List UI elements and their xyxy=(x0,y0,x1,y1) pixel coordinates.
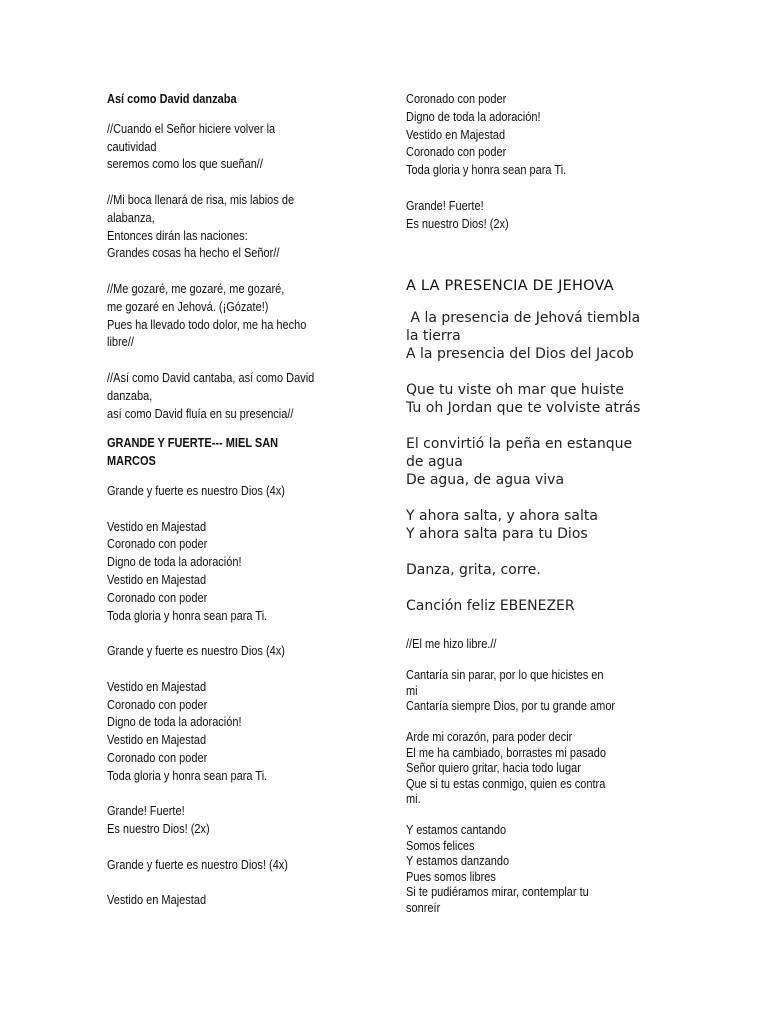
stanza xyxy=(107,679,338,786)
lyric-line: Grande y fuerte es nuestro Dios (4x) xyxy=(107,644,285,659)
lyric-line: Grande y fuerte es nuestro Dios! (4x) xyxy=(107,857,288,872)
lyric-line: A la presencia de Jehová tiembla xyxy=(406,310,641,326)
lyric-line: Cantaría siempre Dios, por tu grande amor xyxy=(406,699,616,713)
lyric-line: De agua, de agua viva xyxy=(406,472,565,488)
lyric-line: Vestido en Majestad xyxy=(107,893,207,908)
lyric-line: El me ha cambiado, borrastes mi pasado xyxy=(406,745,606,760)
lyric-line: Coronado con poder xyxy=(107,590,208,605)
lyric-line: la tierra xyxy=(406,328,461,344)
lyric-line: Coronado con poder xyxy=(107,537,208,552)
stanza xyxy=(406,597,706,615)
lyric-line: Digno de toda la adoración! xyxy=(406,109,541,124)
lyric-line: seremos como los que sueñan// xyxy=(107,157,263,172)
lyric-line: sonreír xyxy=(406,900,441,915)
lyric-line: Grandes cosas ha hecho el Señor// xyxy=(107,246,280,261)
stanza xyxy=(107,370,338,423)
stanza xyxy=(406,823,670,916)
stanza xyxy=(107,857,338,875)
lyric-line: //El me hizo libre.// xyxy=(406,637,497,651)
lyric-line: Y ahora salta, y ahora salta xyxy=(406,508,598,524)
stanza xyxy=(406,668,670,715)
stanza xyxy=(406,309,706,363)
stanza xyxy=(406,198,668,234)
stanza xyxy=(406,730,670,808)
lyric-line: cautividad xyxy=(107,139,157,154)
lyric-line: Cantaría sin parar, por lo que hicistes en xyxy=(406,668,604,682)
lyric-line: Grande y fuerte es nuestro Dios (4x) xyxy=(107,483,285,498)
lyric-line: danzaba, xyxy=(107,388,153,403)
lyric-line: Señor quiero gritar, hacia todo lugar xyxy=(406,761,581,775)
lyric-line: Digno de toda la adoración! xyxy=(107,555,242,570)
lyric-line: Tu oh Jordan que te volviste atrás xyxy=(406,400,641,416)
lyric-line: Grande! Fuerte! xyxy=(406,198,484,213)
lyric-line: Digno de toda la adoración! xyxy=(107,715,242,730)
lyric-line: me gozaré en Jehová. (¡Gózate!) xyxy=(107,299,269,314)
lyric-line: Es nuestro Dios! (2x) xyxy=(406,216,509,231)
lyric-line: Entonces dirán las naciones: xyxy=(107,228,248,243)
song-title: A LA PRESENCIA DE JEHOVA xyxy=(406,278,614,294)
lyric-line: Canción feliz EBENEZER xyxy=(406,598,575,614)
song-title: MARCOS xyxy=(107,454,156,469)
lyric-line: de agua xyxy=(406,454,463,470)
lyric-line: Danza, grita, corre. xyxy=(406,562,541,578)
lyric-line: Toda gloria y honra sean para Ti. xyxy=(406,163,567,178)
stanza xyxy=(406,381,706,417)
lyric-line: //Me gozaré, me gozaré, me gozaré, xyxy=(107,281,285,296)
lyric-line: así como David fluía en su presencia// xyxy=(107,406,294,421)
lyric-line: libre// xyxy=(107,335,134,350)
lyric-line: Pues somos libres xyxy=(406,869,496,884)
stanza xyxy=(107,483,338,501)
lyric-line: mi xyxy=(406,683,418,698)
lyric-line: Y estamos cantando xyxy=(406,823,507,837)
lyric-line: Grande! Fuerte! xyxy=(107,804,185,819)
song-title: Así como David danzaba xyxy=(107,92,237,106)
lyric-line: Que si tu estas conmigo, quien es contra xyxy=(406,776,606,791)
lyric-line: Pues ha llevado todo dolor, me ha hecho xyxy=(107,317,307,332)
stanza xyxy=(107,281,338,352)
lyric-line: Vestido en Majestad xyxy=(107,733,207,748)
lyric-line: Toda gloria y honra sean para Ti. xyxy=(107,768,268,783)
lyric-line: Y estamos danzando xyxy=(406,854,510,868)
song-title: GRANDE Y FUERTE--- MIEL SAN xyxy=(107,436,279,451)
song-block xyxy=(406,277,706,615)
lyric-line: Somos felices xyxy=(406,838,475,853)
lyric-line: Vestido en Majestad xyxy=(107,572,207,587)
stanza xyxy=(107,519,338,626)
lyric-line: Vestido en Majestad xyxy=(406,127,506,142)
lyric-line: Coronado con poder xyxy=(107,750,208,765)
lyric-line: Coronado con poder xyxy=(406,145,507,160)
lyric-line: Arde mi corazón, para poder decir xyxy=(406,730,573,744)
lyric-line: Coronado con poder xyxy=(107,697,208,712)
stanza xyxy=(406,435,706,489)
stanza xyxy=(406,91,668,180)
stanza xyxy=(406,637,670,653)
lyric-line: Coronado con poder xyxy=(406,92,507,106)
stanza xyxy=(107,803,338,839)
lyric-line: //Mi boca llenará de risa, mis labios de xyxy=(107,192,295,207)
stanza xyxy=(406,507,706,543)
lyric-line: //Así como David cantaba, así como David xyxy=(107,370,315,385)
stanza xyxy=(107,121,338,174)
stanza xyxy=(406,561,706,579)
lyric-line: Que tu viste oh mar que huiste xyxy=(406,382,624,398)
right-column xyxy=(406,91,668,915)
stanza xyxy=(107,892,338,910)
lyric-line: mi. xyxy=(406,792,421,806)
lyric-line: Vestido en Majestad xyxy=(107,679,207,694)
lyric-line: A la presencia del Dios del Jacob xyxy=(406,346,634,362)
lyric-line: Toda gloria y honra sean para Ti. xyxy=(107,608,268,623)
lyric-line: Y ahora salta para tu Dios xyxy=(406,526,588,542)
song-block xyxy=(406,637,670,916)
lyric-line: alabanza, xyxy=(107,210,155,225)
lyric-line: //Cuando el Señor hiciere volver la xyxy=(107,121,276,136)
left-column xyxy=(107,91,338,910)
lyric-line: Si te pudiéramos mirar, contemplar tu xyxy=(406,885,589,899)
stanza xyxy=(107,192,338,263)
song-continuation xyxy=(406,91,668,233)
stanza xyxy=(107,643,338,661)
lyric-line: Es nuestro Dios! (2x) xyxy=(107,822,210,837)
lyric-line: El convirtió la peña en estanque xyxy=(406,436,633,452)
lyric-line: Vestido en Majestad xyxy=(107,519,207,534)
